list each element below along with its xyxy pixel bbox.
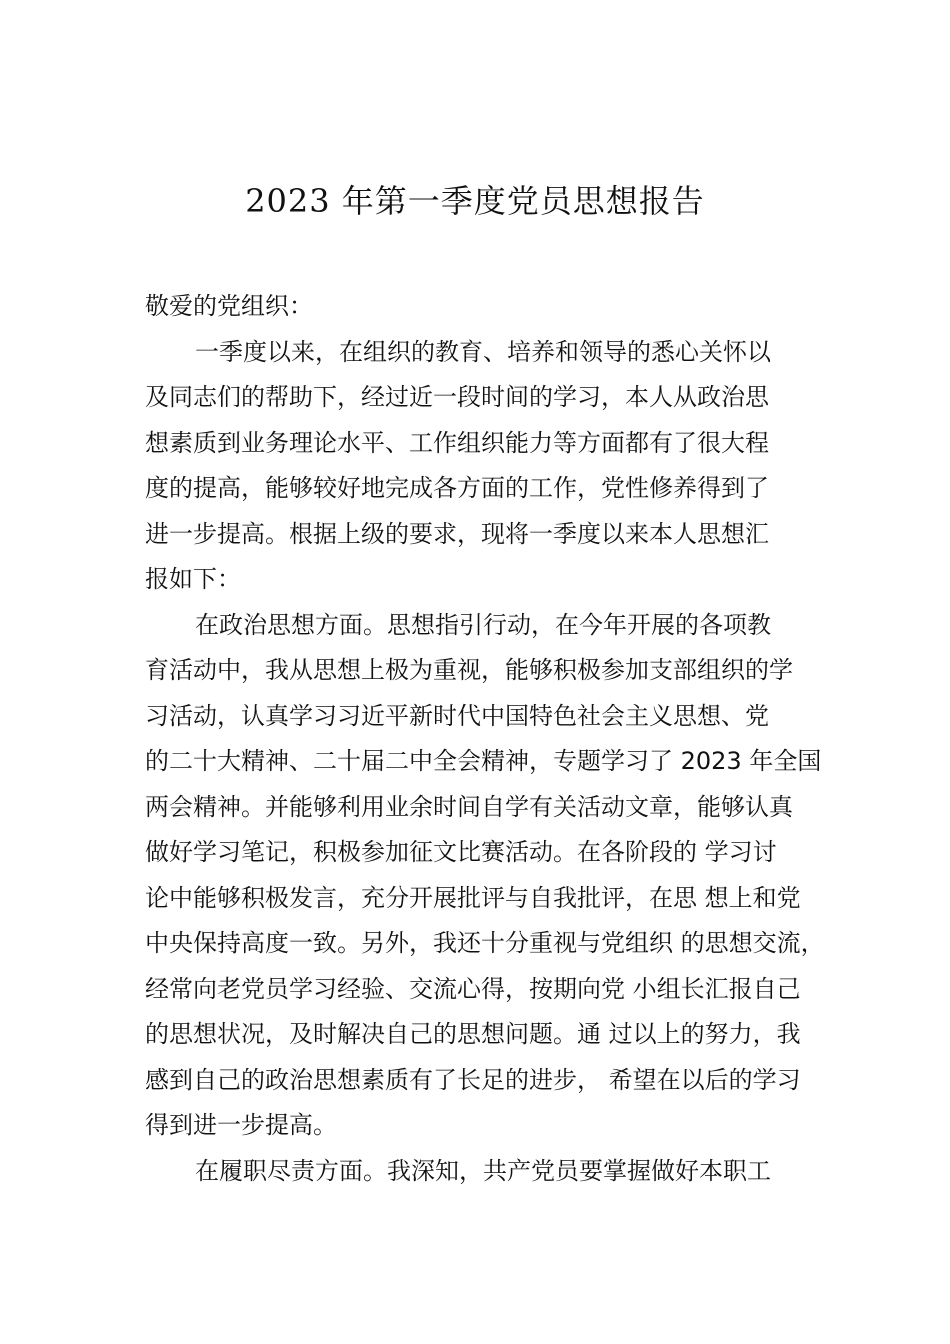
body-line: 的二十大精神、二十届二中全会精神，专题学习了 2023 年全国 [145,747,822,775]
body-line: 两会精神。并能够利用业余时间自学有关活动文章，能够认真 [145,792,793,821]
body-line: 中央保持高度一致。另外，我还十分重视与党组织 的思想交流， [145,929,825,957]
body-line: 报如下： [145,565,241,593]
body-line: 度的提高，能够较好地完成各方面的工作，党性修养得到了 [145,474,769,502]
document-body [145,284,845,1194]
body-line: 育活动中，我从思想上极为重视，能够积极参加支部组织的学 [145,656,793,684]
body-line: 一季度以来，在组织的教育、培养和领导的悉心关怀以 [195,337,771,366]
salutation: 敬爱的党组织： [145,292,313,320]
body-line: 论中能够积极发言，充分开展批评与自我批评，在思 想上和党 [145,883,801,912]
body-line: 及同志们的帮助下，经过近一段时间的学习，本人从政治思 [145,383,769,411]
body-line: 习活动，认真学习习近平新时代中国特色社会主义思想、党 [145,701,769,730]
body-line: 想素质到业务理论水平、工作组织能力等方面都有了很大程 [145,428,769,457]
body-lines [145,330,845,1195]
body-line: 的思想状况，及时解决自己的思想问题。通 过以上的努力，我 [145,1020,801,1048]
body-line: 经常向老党员学习经验、交流心得，按期向党 小组长汇报自己 [145,974,801,1003]
body-line: 做好学习笔记，积极参加征文比赛活动。在各阶段的 学习讨 [145,838,777,866]
body-line: 在履职尽责方面。我深知，共产党员要掌握做好本职工 [195,1156,771,1185]
body-line: 得到进一步提高。 [145,1111,337,1139]
body-line: 进一步提高。根据上级的要求，现将一季度以来本人思想汇 [145,519,769,548]
document-title: 2023 年第一季度党员思想报告 [245,182,705,220]
body-line: 感到自己的政治思想素质有了长足的进步， 希望在以后的学习 [145,1065,801,1094]
body-line: 在政治思想方面。思想指引行动，在今年开展的各项教 [195,610,771,639]
